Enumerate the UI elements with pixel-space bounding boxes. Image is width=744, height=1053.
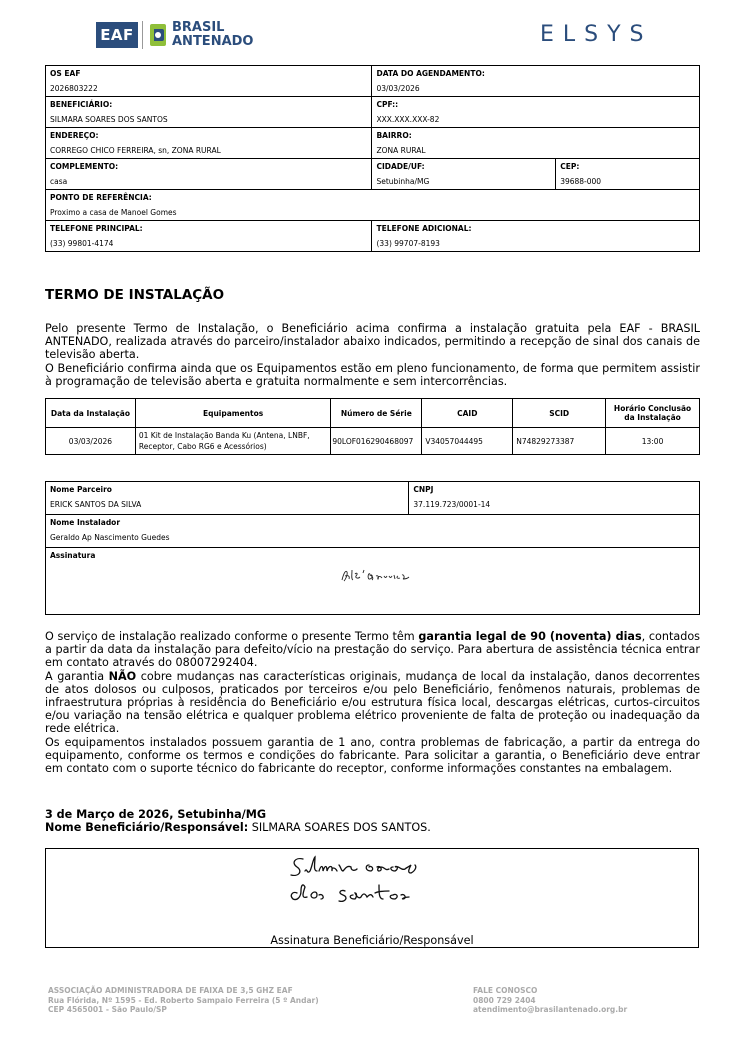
responsible-line: Nome Beneficiário/Responsável: SILMARA SOARES DOS SANTOS.: [45, 821, 431, 835]
installer-name-cell: Nome Instalador Geraldo Ap Nascimento Guedes: [46, 515, 700, 548]
footer-contact-block: [473, 986, 627, 1015]
brand-line-1: BRASIL: [172, 20, 225, 35]
logo-divider: [142, 21, 143, 49]
guarantee-text: [45, 630, 700, 775]
footer-email-link[interactable]: atendimento@brasilantenado.org.br: [473, 1005, 628, 1014]
address-cell: ENDEREÇO: CORREGO CHICO FERREIRA, sn, ZONA RURAL: [46, 128, 372, 159]
caid-cell: V34057044495: [422, 428, 513, 455]
footer-address: Rua Flórida, Nº 1595 - Ed. Roberto Sampaio Ferreira (5 º Andar): [48, 995, 319, 1005]
schedule-date-cell: DATA DO AGENDAMENTO: 03/03/2026: [372, 66, 700, 97]
closing-block: [45, 808, 431, 834]
footer-phone[interactable]: 0800 729 2404: [473, 995, 536, 1005]
col-header-completion-time: Horário Conclusão da Instalação: [606, 399, 700, 428]
guarantee-paragraph-2: A garantia NÃO cobre mudanças nas características originais, mudança de local da instalação, danos decorrentes de atos dolosos ou culposos, praticados por terceiros e/ou pelo Beneficiário, fenômenos naturais, problemas de infraestrutura próprias à residência do Beneficiário e/ou estrutura física local, descargas elétricas, curtos-circuitos e/ou variação na tensão elétrica e qualquer problema elétrico proveniente de falta de proteção ou inadequação da rede elétrica.: [45, 669, 700, 736]
completion-time-cell: 13:00: [606, 428, 700, 455]
installer-signature-cell: Assinatura: [46, 548, 700, 615]
equipment-cell: 01 Kit de Instalação Banda Ku (Antena, LNBF, Receptor, Cabo RG6 e Acessórios): [135, 428, 331, 455]
document-title: TERMO DE INSTALAÇÃO: [45, 287, 225, 303]
intro-paragraph-2: O Beneficiário confirma ainda que os Equipamentos estão em pleno funcionamento, de forma que permitem assistir à programação de televisão aberta e gratuita normalmente e sem intercorrências.: [45, 361, 700, 388]
col-header-serial: Número de Série: [331, 399, 422, 428]
guarantee-paragraph-3: Os equipamentos instalados possuem garantia de 1 ano, contra problemas de fabricação, a partir da entrega do equipamento, conforme os termos e condições do fabricante. Para solicitar a garantia, o Beneficiário deve entrar em contato com o suporte técnico do fabricante do receptor, conforme informações constantes na embalagem.: [45, 735, 700, 776]
beneficiary-signature-label: Assinatura Beneficiário/Responsável: [270, 934, 474, 947]
brasil-antenado-logo-mark: [147, 22, 169, 48]
partner-table: [45, 481, 700, 615]
main-phone-cell: TELEFONE PRINCIPAL: (33) 99801-4174: [46, 221, 372, 252]
eaf-logo: EAF: [96, 22, 138, 48]
brasil-antenado-logo-text: [172, 21, 253, 48]
install-date-cell: 03/03/2026: [46, 428, 136, 455]
extra-phone-cell: TELEFONE ADICIONAL: (33) 99707-8193: [372, 221, 700, 252]
beneficiary-info-table: [45, 65, 700, 252]
beneficiary-signature-image: [285, 853, 465, 913]
scid-cell: N74829273387: [513, 428, 606, 455]
footer-cep: CEP 4565001 - São Paulo/SP: [48, 1005, 167, 1014]
equipment-table: [45, 398, 700, 455]
footer-contact-title: FALE CONOSCO: [473, 986, 538, 995]
intro-text: [45, 322, 700, 388]
col-header-equipment: Equipamentos: [135, 399, 331, 428]
partner-name-cell: Nome Parceiro ERICK SANTOS DA SILVA: [46, 482, 409, 515]
cpf-cell: CPF:: XXX.XXX.XXX-82: [372, 97, 700, 128]
col-header-scid: SCID: [513, 399, 606, 428]
installer-signature-image: [340, 566, 412, 586]
col-header-install-date: Data da Instalação: [46, 399, 136, 428]
equipment-header-row: [46, 399, 700, 428]
guarantee-paragraph-1: O serviço de instalação realizado conforme o presente Termo têm garantia legal de 90 (noventa) dias, contados a partir da data da instalação para defeito/vício na prestação do serviço. Para abertura de assistência técnica entrar em contato através do 08007292404.: [45, 630, 701, 670]
beneficiary-cell: BENEFICIÁRIO: SILMARA SOARES DOS SANTOS: [46, 97, 372, 128]
os-cell: OS EAF 2026803222: [46, 66, 372, 97]
intro-paragraph-1: Pelo presente Termo de Instalação, o Beneficiário acima confirma a instalação gratuita pela EAF - BRASIL ANTENADO, realizada através do parceiro/instalador abaixo indicados, permitindo a recepção de sinal dos canais de televisão aberta.: [45, 322, 700, 362]
reference-cell: PONTO DE REFERÊNCIA: Proximo a casa de Manoel Gomes: [46, 190, 700, 221]
date-place: 3 de Março de 2026, Setubinha/MG: [45, 808, 267, 821]
col-header-caid: CAID: [422, 399, 513, 428]
footer-org: ASSOCIAÇÃO ADMINISTRADORA DE FAIXA DE 3,5 GHZ EAF: [48, 986, 293, 995]
neighborhood-cell: BAIRRO: ZONA RURAL: [372, 128, 700, 159]
table-row: [46, 428, 700, 455]
brand-line-2: ANTENADO: [172, 33, 254, 49]
city-cell: CIDADE/UF: Setubinha/MG: [372, 159, 556, 190]
cnpj-cell: CNPJ 37.119.723/0001-14: [409, 482, 700, 515]
footer-address-block: [48, 986, 319, 1015]
complement-cell: COMPLEMENTO: casa: [46, 159, 372, 190]
elsys-logo: ELSYS: [540, 22, 653, 47]
serial-cell: 90LOF016290468097: [331, 428, 422, 455]
cep-cell: CEP: 39688-000: [556, 159, 700, 190]
